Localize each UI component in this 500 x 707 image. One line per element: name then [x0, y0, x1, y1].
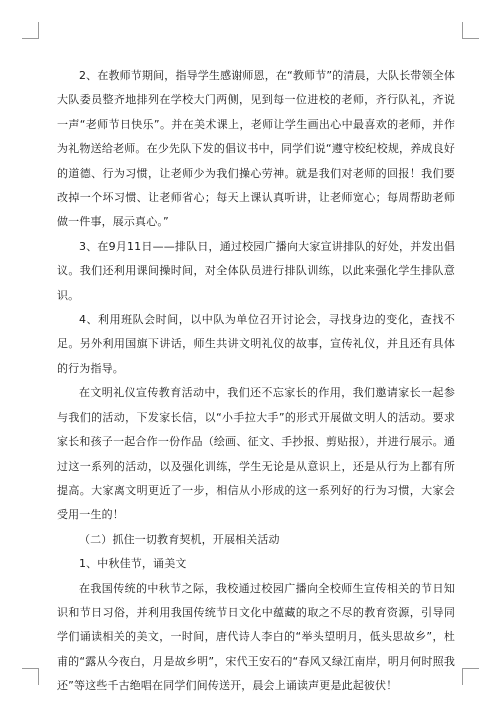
- crop-mark-bottom-right: [462, 668, 479, 685]
- document-page: [57, 64, 455, 699]
- section-heading: （二）抓住一切教育契机，开展相关活动: [79, 532, 280, 546]
- paragraph-mid-autumn: 在我国传统的中秋节之际，我校通过校园广播向全校师生宣传相关的节日知识和节日习俗，并利用我国传统节日文化中蕴藏的取之不尽的教育资源，引导同学们诵读相关的美文，一时间，唐代诗人李白的“举头望明月，低头思故乡”，杜甫的“露从今夜白，月是故乡明”，宋代王安石的“春风又绿江南岸，明月何时照我还”等这些千古绝唱在同学们间传送开，晨会上诵读声更是此起彼伏！: [57, 581, 455, 693]
- crop-mark-top-left: [22, 22, 39, 39]
- paragraph-parents: 在文明礼仪宣传教育活动中，我们还不忘家长的作用，我们邀请家长一起参与我们的活动，下发家长信，以“小手拉大手”的形式开展做文明人的活动。要求家长和孩子一起合作一份作品（绘画、征文、手抄报、剪贴报），并进行展示。通过这一系列的活动，以及强化训练，学生无论是从意识上，还是从行为上都有所提高。大家离文明更近了一步，相信从小形成的这一系列好的行为习惯，大家会受用一生的！: [57, 386, 455, 522]
- crop-mark-bottom-left: [22, 668, 39, 685]
- crop-mark-top-right: [462, 22, 479, 39]
- paragraph-class-meeting: 4、利用班队会时间，以中队为单位召开讨论会，寻找身边的变化，查找不足。另外利用国旗下讲话，师生共讲文明礼仪的故事，宣传礼仪，并且还有具体的行为指导。: [57, 313, 455, 375]
- subsection-heading: 1、中秋佳节，诵美文: [79, 557, 187, 571]
- paragraph-queue-day: 3、在9月11日——排队日，通过校园广播向大家宣讲排队的好处，并发出倡议。我们还利用课间操时间，对全体队员进行排队训练，以此来强化学生排队意识。: [57, 239, 455, 302]
- paragraph-teachers-day: 2、在教师节期间，指导学生感谢师恩，在“教师节”的清晨，大队长带领全体大队委员整齐地排列在学校大门两侧，见到每一位进校的老师，齐行队礼，齐说一声“老师节日快乐”。并在美术课上，老师让学生画出心中最喜欢的老师，并作为礼物送给老师。在少先队下发的倡议书中，同学们说“遵守校纪校规，养成良好的道德、行为习惯，让老师少为我们操心劳神。就是我们对老师的回报！我们要改掉一个坏习惯、让老师省心；每天上课认真听讲，让老师宽心；每周帮助老师做一件事，展示真心。”: [57, 69, 455, 229]
